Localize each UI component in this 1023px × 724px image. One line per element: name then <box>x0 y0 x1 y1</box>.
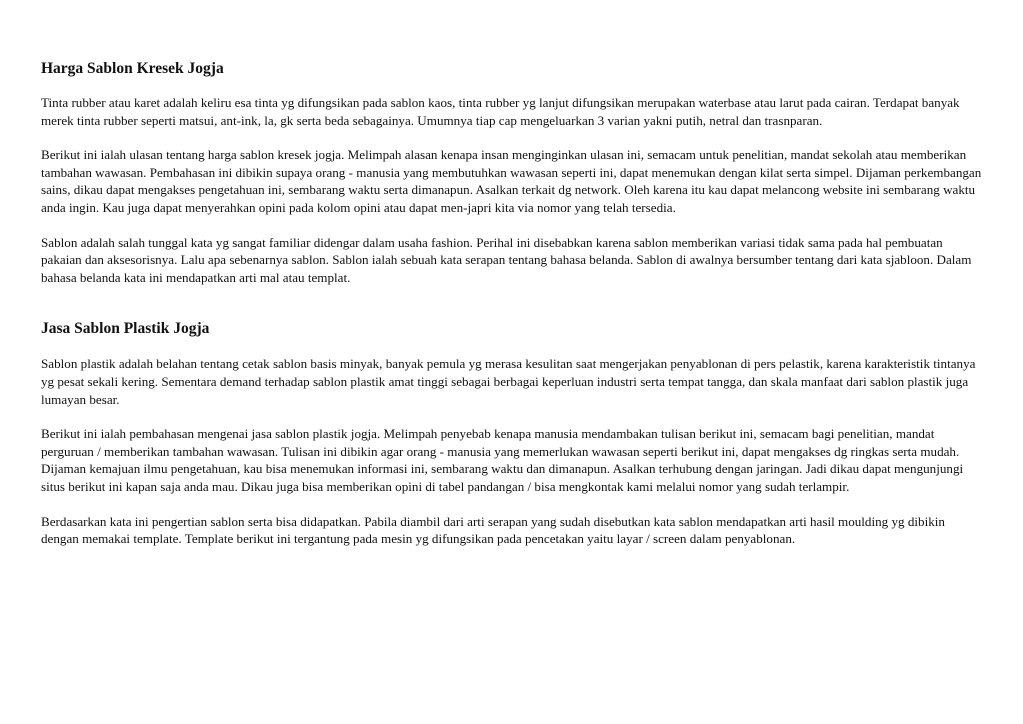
section-title-harga-sablon-kresek: Harga Sablon Kresek Jogja <box>41 60 224 77</box>
paragraph-definisi-sablon: Sablon adalah salah tunggal kata yg sangat familiar didengar dalam usaha fashion. Perihal ini disebabkan karena sablon memberikan variasi tidak sama pada hal pembuatan pakaian dan aksesorisnya. Lalu apa sebenarnya sablon. Sablon ialah sebuah kata serapan tentang bahasa belanda. Sablon di awalnya bersumber tentang dari kata sjabloon. Dalam bahasa belanda kata ini mendapatkan arti mal atau templat. <box>41 234 972 285</box>
paragraph-tinta-rubber: Tinta rubber atau karet adalah keliru esa tinta yg difungsikan pada sablon kaos, tinta rubber yg lanjut difungsikan merupakan waterbase atau larut pada cairan. Terdapat banyak merek tinta rubber seperti matsui, ant-ink, la, gk serta beda sebagainya. Umumnya tiap cap mengeluarkan 3 varian yakni putih, netral dan trasnparan. <box>41 95 960 128</box>
paragraph-pengertian-sablon: Berdasarkan kata ini pengertian sablon serta bisa didapatkan. Pabila diambil dari arti serapan yang sudah disebutkan kata sablon mendapatkan arti hasil moulding yg dibikin dengan memakai template. Template berikut ini tergantung pada mesin yg difungsikan pada pencetakan yaitu layar / screen dalam penyablonan. <box>41 513 945 547</box>
paragraph-ulasan-harga-sablon: Berikut ini ialah ulasan tentang harga sablon kresek jogja. Melimpah alasan kenapa insan menginginkan ulasan ini, semacam untuk penelitian, mandat sekolah atau memberikan tambahan wawasan. Pembahasan ini dibikin supaya orang - manusia yang membutuhkan wawasan seperti ini, dapat menemukan dengan kilat serta simpel. Dijaman perkembangan sains, dikau dapat mengakses pengetahuan ini, sembarang waktu serta dimanapun. Asalkan terkait dg network. Oleh karena itu kau dapat melancong website ini sembarang waktu anda ingin. Kau juga dapat menyerahkan opini pada kolom opini atau dapat men-japri kita via nomor yang telah tersedia. <box>41 147 982 215</box>
paragraph-pembahasan-jasa-sablon: Berikut ini ialah pembahasan mengenai jasa sablon plastik jogja. Melimpah penyebab kenapa manusia mendambakan tulisan berikut ini, semacam bagi penelitian, mandat perguruan / memberikan tambahan wawasan. Tulisan ini dibikin agar orang - manusia yang memerlukan wawasan seperti berikut ini, dapat mengakses dg ringkas serta mudah. Dijaman kemajuan ilmu pengetahuan, kau bisa menemukan informasi ini, sembarang waktu dan dimanapun. Asalkan terhubung dengan jaringan. Jadi dikau dapat mengunjungi situs berikut ini kapan saja anda mau. Dikau juga bisa memberikan opini di tabel pandangan / bisa mengkontak kami melalui nomor yang sudah terlampir. <box>41 426 964 494</box>
paragraph-sablon-plastik: Sablon plastik adalah belahan tentang cetak sablon basis minyak, banyak pemula yg merasa kesulitan saat mengerjakan penyablonan di pers pelastik, karena karakteristik tintanya yg pesat sekali kering. Sementara demand terhadap sablon plastik amat tinggi sebagai berbagai keperluan industri serta tempat tangga, dan skala manfaat dari sablon plastik juga lumayan besar. <box>41 356 976 407</box>
section-title-jasa-sablon-plastik: Jasa Sablon Plastik Jogja <box>41 320 210 338</box>
document-page <box>41 52 983 548</box>
